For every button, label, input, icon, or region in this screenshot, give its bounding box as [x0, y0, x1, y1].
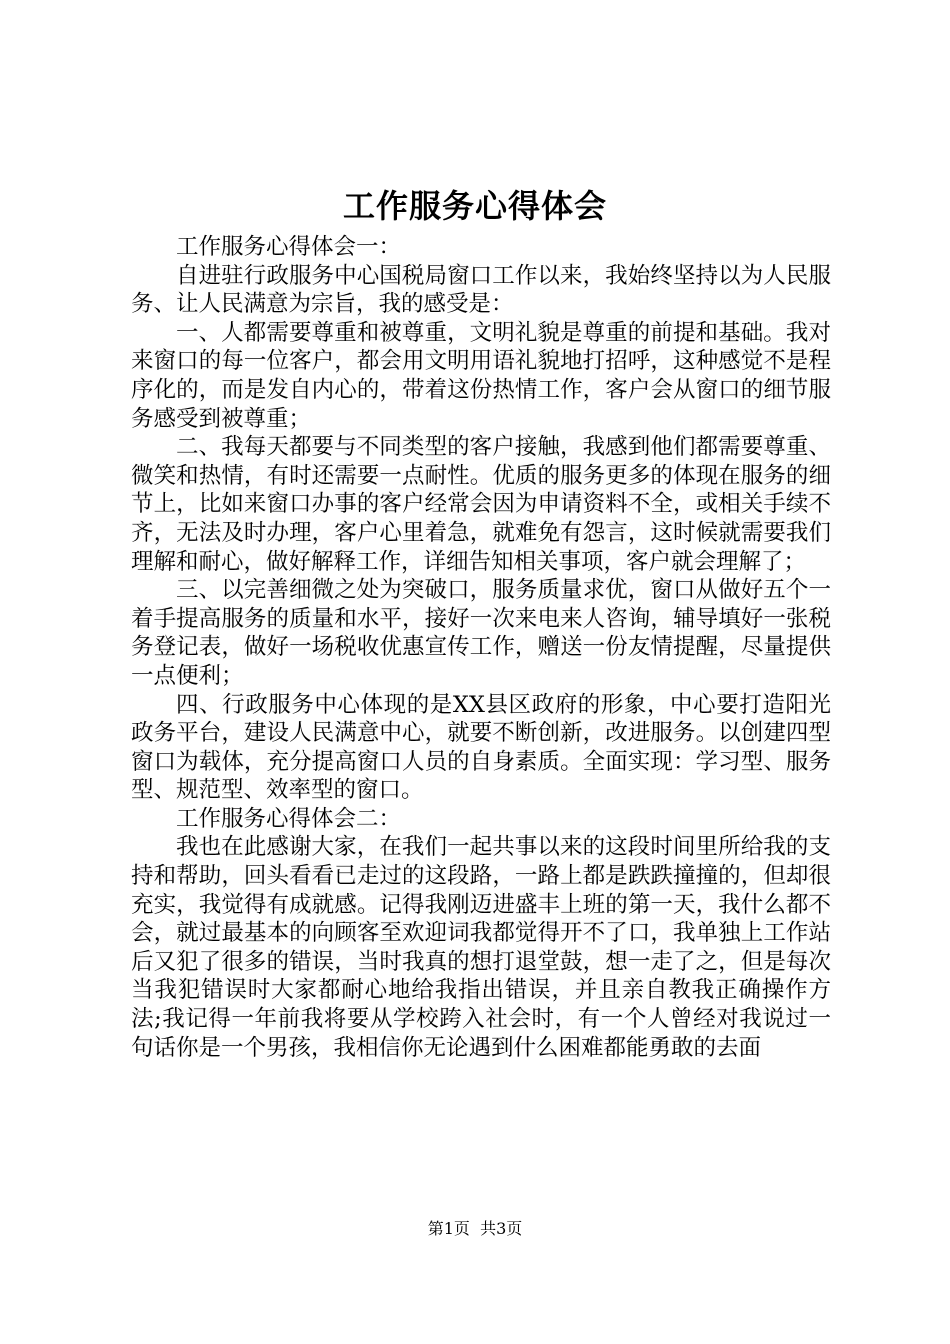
document-title: 工作服务心得体会: [342, 187, 607, 225]
body-paragraph: 自进驻行政服务中心国税局窗口工作以来，我始终坚持以为人民服务、让人民满意为宗旨，我的感受是：: [131, 262, 831, 318]
document-body: [131, 233, 831, 1062]
body-paragraph: 三、以完善细微之处为突破口，服务质量求优，窗口从做好五个一着手提高服务的质量和水平，接好一次来电来人咨询，辅导填好一张税务登记表，做好一场税收优惠宣传工作，赠送一份友情提醒，尽量提供一点便利；: [131, 577, 831, 689]
body-paragraph: 二、我每天都要与不同类型的客户接触，我感到他们都需要尊重、微笑和热情，有时还需要一点耐性。优质的服务更多的体现在服务的细节上，比如来窗口办事的客户经常会因为申请资料不全，或相关手续不齐，无法及时办理，客户心里着急，就难免有怨言，这时候就需要我们理解和耐心，做好解释工作，详细告知相关事项，客户就会理解了；: [131, 434, 831, 575]
section-heading-two: 工作服务心得体会二：: [176, 805, 402, 832]
page-total: 共3页: [480, 1219, 523, 1238]
footer-separator: [470, 1219, 480, 1238]
body-paragraph: 四、行政服务中心体现的是XX县区政府的形象，中心要打造阳光政务平台，建设人民满意中心，就要不断创新，改进服务。以创建四型窗口为载体，充分提高窗口人员的自身素质。全面实现：学习型、服务型、规范型、效率型的窗口。: [131, 691, 831, 804]
body-paragraph: 我也在此感谢大家，在我们一起共事以来的这段时间里所给我的支持和帮助，回头看看已走过的这段路，一路上都是跌跌撞撞的，但却很充实，我觉得有成就感。记得我刚迈进盛丰上班的第一天，我什么都不会，就过最基本的向顾客至欢迎词我都觉得开不了口，我单独上工作站后又犯了很多的错误，当时我真的想打退堂鼓，想一走了之，但是每次当我犯错误时大家都耐心地给我指出错误，并且亲自教我正确操作方法;我记得一年前我将要从学校跨入社会时，有一个人曾经对我说过一句话你是一个男孩，我相信你无论遇到什么困难都能勇敢的去面: [131, 834, 831, 1061]
body-paragraph: 一、人都需要尊重和被尊重，文明礼貌是尊重的前提和基础。我对来窗口的每一位客户，都会用文明用语礼貌地打招呼，这种感觉不是程序化的，而是发自内心的，带着这份热情工作，客户会从窗口的细节服务感受到被尊重；: [131, 319, 831, 432]
page-number: 第1页: [427, 1219, 470, 1238]
page-footer: [0, 1218, 950, 1240]
section-heading-one: 工作服务心得体会一：: [176, 234, 402, 260]
